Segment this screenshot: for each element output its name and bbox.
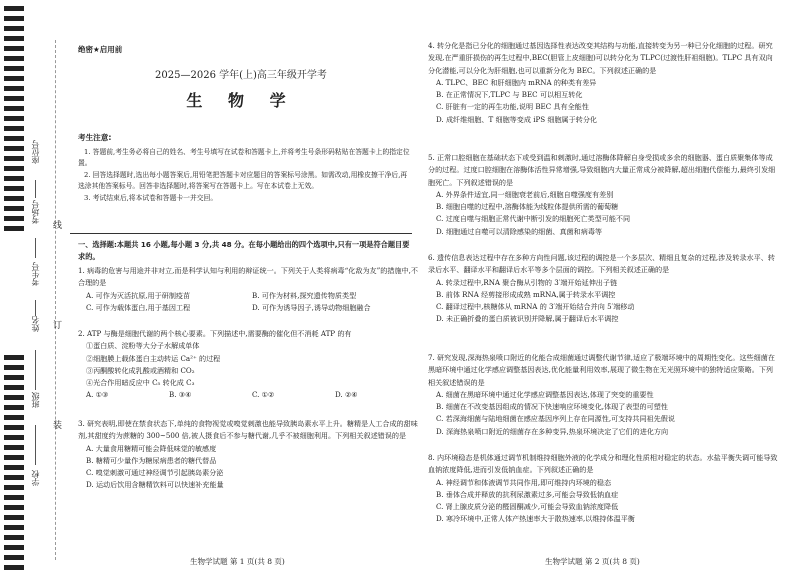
question-3 — [78, 418, 418, 492]
option-c: C. 若深海细菌与陆地细菌在感应基因序列上存在同源性,可支持共同祖先假说 — [436, 414, 675, 424]
question-stem: 6. 遗传信息表达过程中存在多种方向性问题,该过程的调控是一个多层次、精细且复杂的过程,涉及转录水平、转录后水平、翻译水平和翻译后水平等多个层面的调控。下列相关叙述正确的是 — [428, 253, 775, 275]
notice-heading: 考生注意: — [78, 133, 112, 142]
notice-item: 3. 考试结束后,将本试卷和答题卡一并交回。 — [84, 193, 218, 202]
option-c: C. 可作为载体蛋白,用于基因工程 — [86, 302, 191, 312]
section-heading: 一、选择题:本题共 16 小题,每小题 3 分,共 48 分。在每小题给出的四个选项中,只有一项是符合题目要求的。 — [78, 240, 410, 261]
barcode-stripes-top — [4, 6, 24, 232]
question-stem: 8. 内环境稳态是机体通过调节机制维持细胞外液的化学成分和理化性质相对稳定的状态。水盐平衡失调可能导致血钠浓度降低,进而引发低钠血症。下列叙述正确的是 — [428, 453, 778, 475]
option-c: C. 过度自噬与细胞正常代谢中断引发的细胞死亡类型可能不同 — [436, 214, 631, 224]
option-a: A. ①③ — [86, 390, 109, 400]
option-d: D. 深海热泉喷口附近的细菌存在多种变异,热泉环境决定了它们的进化方向 — [436, 426, 669, 436]
option-b: B. ③④ — [169, 390, 192, 400]
subject-title: 生 物 学 — [186, 91, 296, 110]
class-label: 班级 — [31, 392, 40, 408]
barcode-stripes-bottom — [4, 355, 24, 571]
statement-item: ③丙酮酸转化成乳酸或酒精和 CO₂ — [86, 365, 195, 375]
option-a: A. TLPC、BEC 和肝细胞内 mRNA 的种类有差异 — [436, 77, 597, 87]
cut-word-bind: 订 — [51, 320, 61, 329]
option-d: D. 寒冷环境中,正常人体产热速率大于散热速率,以维持体温平衡 — [436, 514, 635, 524]
page-footer-1: 生物学试题 第 1 页(共 8 页) — [190, 557, 285, 566]
option-b: B. 在正常情况下,TLPC 与 BEC 可以相互转化 — [436, 90, 583, 100]
option-b: B. 前体 RNA 经剪接形成成熟 mRNA,属于转录水平调控 — [436, 289, 616, 299]
cut-word-line: 线 — [51, 220, 61, 229]
option-c: C. 肾上腺皮质分泌的醛固酮减少,可能会导致血钠浓度降低 — [436, 502, 619, 512]
exam-title: 2025—2026 学年(上)高三年级开学考 — [155, 70, 327, 81]
binding-cut-line — [55, 40, 56, 560]
option-c: C. ①② — [252, 390, 275, 400]
question-stem: 5. 正常口腔细胞在基础状态下或受到温和刺激时,通过溶酶体降解自身受损或多余的细胞器、蛋白质聚集体等成分的过程。过度口腔细胞在溶酶体活性异常增强,导致细胞内大量正常成分被降解,超出细胞代偿能力,最终引发细胞死亡。下列叙述错误的是 — [428, 153, 776, 187]
option-d: D. 未正确折叠的蛋白质被识别并降解,属于翻译后水平调控 — [436, 314, 619, 324]
question-6 — [428, 252, 778, 326]
option-a: A. 转录过程中,RNA 聚合酶从引物的 3′端开始延伸出子链 — [436, 277, 618, 287]
option-b: B. 可作为材料,探究遗传物质类型 — [252, 290, 357, 300]
question-2 — [78, 328, 418, 402]
statement-item: ②细胞膜上载体蛋白主动转运 Ca²⁺ 的过程 — [86, 353, 221, 363]
question-4 — [428, 40, 778, 126]
option-c: C. 嗅觉刺激可通过神经调节引起胰岛素分泌 — [86, 468, 224, 478]
option-b: B. 糖精可少量作为糖尿病患者的糖代替品 — [86, 455, 217, 465]
question-stem: 2. ATP 与酶是细胞代谢的两个核心要素。下列描述中,需要酶的催化但不消耗 ATP 的有 — [78, 329, 352, 338]
question-7 — [428, 352, 778, 438]
page-footer-2: 生物学试题 第 2 页(共 8 页) — [545, 557, 640, 566]
school-label: 学校 — [31, 470, 40, 486]
exam-room-label: 考场号 — [31, 200, 40, 224]
option-d: D. 成纤维细胞、T 细胞等变成 iPS 细胞属于转分化 — [436, 114, 598, 124]
secret-mark: 绝密★启用前 — [78, 45, 123, 54]
seat-number-label: 座位号 — [31, 140, 40, 164]
option-b: B. 细菌在不改变基因组成的情况下快速响应环境变化,体现了表型的可塑性 — [436, 402, 668, 412]
statement-item: ④光合作用暗反应中 C₅ 转化成 C₃ — [86, 378, 195, 388]
option-a: A. 神经调节和体液调节共同作用,即可维持内环境的稳态 — [436, 477, 612, 487]
option-d: D. 运动后饮用含糖精饮料可以快速补充能量 — [86, 480, 224, 490]
option-a: A. 细菌在黑暗环境中通过化学感应调整基因表达,体现了突变的重要性 — [436, 389, 654, 399]
option-a: A. 大量食用糖精可能会降低味觉的敏感度 — [86, 443, 217, 453]
notice-list — [78, 147, 412, 204]
question-stem: 4. 转分化是指已分化的细胞通过基因选择性表达改变其结构与功能,直接转变为另一种已分化细胞的过程。研究发现,在严重肝损伤的再生过程中,BEC(胆管上皮细胞)可以转分化为 TLPC(过渡性肝祖细胞)。TLPC 具有双向分化潜能,可以分化为肝细胞,也可以重新分化为 BEC。下列叙述正确的是 — [428, 41, 773, 75]
question-stem: 3. 研究表明,即使在禁食状态下,单纯的食物视觉或嗅觉刺激也能导致胰岛素水平上升。糖精是人工合成的甜味剂,其甜度约为蔗糖的 300~500 倍,被人摄食后不参与糖代谢,几乎不被细胞利用。下列相关叙述错误的是 — [78, 419, 418, 441]
statement-item: ①蛋白质、淀粉等大分子水解成单体 — [86, 341, 200, 351]
option-d: D. 可作为诱导因子,诱导动物细胞融合 — [252, 302, 371, 312]
option-a: A. 可作为灭活抗原,用于研制疫苗 — [86, 290, 191, 300]
notice-item: 1. 答题前,考生务必将自己的姓名、考生号填写在试卷和答题卡上,并将考生号条形码粘贴在答题卡上的指定位置。 — [78, 148, 410, 168]
option-c: C. 肝脏有一定的再生功能,说明 BEC 具有全能性 — [436, 102, 589, 112]
question-5 — [428, 152, 778, 238]
question-8 — [428, 452, 778, 526]
option-a: A. 外界条件适宜,同一细胞衰老前后,细胞自噬强度有差别 — [436, 189, 614, 199]
option-b: B. 细胞自噬的过程中,溶酶体能为线粒体提供所需的葡萄糖 — [436, 202, 619, 212]
question-stem: 1. 病毒的危害与用途并非对立,而是科学认知与利用的辩证统一。下列关于人类将病毒“化敌为友”的措施中,不合理的是 — [78, 266, 419, 288]
name-label: 姓名 — [31, 316, 40, 332]
question-stem: 7. 研究发现,深海热泉喷口附近的化能合成细菌通过调整代谢节律,适应了极端环境中的周期性变化。这些细菌在黑暗环境中通过化学感应调整基因表达,优化能量利用效率,展现了微生物在无光照环境中的独特适应策略。下列相关叙述错误的是 — [428, 353, 775, 387]
option-c: C. 翻译过程中,核糖体从 mRNA 的 3′端开始结合并向 5′端移动 — [436, 302, 635, 312]
question-1 — [78, 265, 418, 314]
option-d: D. ②④ — [335, 390, 358, 400]
cut-word-pack: 装 — [51, 420, 61, 429]
candidate-number-label: 考生号 — [31, 262, 40, 286]
option-b: B. 垂体合成并释放的抗利尿激素过多,可能会导致低钠血症 — [436, 489, 619, 499]
notice-item: 2. 回答选择题时,选出每小题答案后,用铅笔把答题卡对应题目的答案标号涂黑。如需改动,用橡皮擦干净后,再选涂其他答案标号。回答非选择题时,将答案写在答题卡上。写在本试卷上无效。 — [78, 170, 408, 191]
divider — [70, 233, 412, 234]
binding-strip — [0, 0, 46, 579]
option-d: D. 细胞通过自噬可以清除感染的细菌、真菌和病毒等 — [436, 226, 603, 236]
